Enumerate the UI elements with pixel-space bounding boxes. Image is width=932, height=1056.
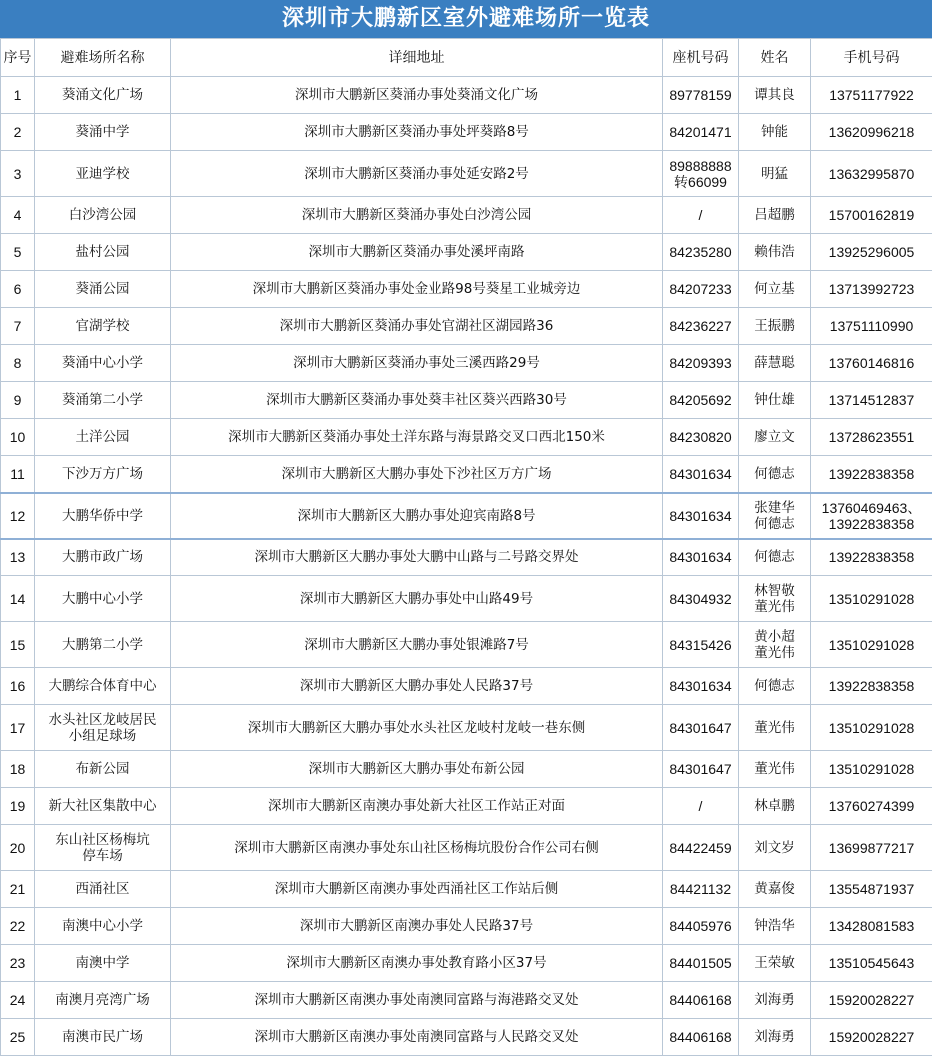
cell-tel: 84405976 (663, 908, 739, 945)
cell-person: 黄小超 董光伟 (739, 622, 811, 668)
cell-person: 钟能 (739, 114, 811, 151)
cell-address: 深圳市大鹏新区南澳办事处人民路37号 (171, 908, 663, 945)
table-row (1, 751, 932, 788)
header-address: 详细地址 (171, 39, 663, 77)
table-body (1, 77, 932, 1056)
cell-tel: 84301647 (663, 705, 739, 751)
cell-mobile: 13922838358 (811, 668, 932, 705)
cell-tel: 84401505 (663, 945, 739, 982)
cell-no: 10 (1, 419, 35, 456)
cell-mobile: 13510291028 (811, 751, 932, 788)
cell-tel: 84209393 (663, 345, 739, 382)
cell-person: 廖立文 (739, 419, 811, 456)
cell-name: 东山社区杨梅坑 停车场 (35, 825, 171, 871)
table-row (1, 825, 932, 871)
page-title: 深圳市大鹏新区室外避难场所一览表 (0, 0, 932, 38)
table-row (1, 77, 932, 114)
cell-person: 赖伟浩 (739, 234, 811, 271)
cell-no: 20 (1, 825, 35, 871)
cell-name: 下沙万方广场 (35, 456, 171, 493)
cell-no: 8 (1, 345, 35, 382)
cell-name: 大鹏综合体育中心 (35, 668, 171, 705)
cell-mobile: 13925296005 (811, 234, 932, 271)
header-no: 序号 (1, 39, 35, 77)
cell-name: 水头社区龙岐居民 小组足球场 (35, 705, 171, 751)
cell-tel: 84205692 (663, 382, 739, 419)
cell-name: 葵涌中学 (35, 114, 171, 151)
cell-no: 13 (1, 539, 35, 576)
cell-no: 11 (1, 456, 35, 493)
cell-tel: / (663, 788, 739, 825)
cell-no: 2 (1, 114, 35, 151)
cell-no: 18 (1, 751, 35, 788)
cell-address: 深圳市大鹏新区葵涌办事处葵涌文化广场 (171, 77, 663, 114)
cell-person: 薛慧聪 (739, 345, 811, 382)
cell-name: 白沙湾公园 (35, 197, 171, 234)
cell-no: 6 (1, 271, 35, 308)
table-row (1, 576, 932, 622)
cell-person: 林卓鹏 (739, 788, 811, 825)
table-row (1, 622, 932, 668)
cell-tel: 84406168 (663, 1019, 739, 1056)
cell-name: 盐村公园 (35, 234, 171, 271)
table-row (1, 197, 932, 234)
cell-address: 深圳市大鹏新区大鹏办事处迎宾南路8号 (171, 493, 663, 539)
cell-address: 深圳市大鹏新区大鹏办事处下沙社区万方广场 (171, 456, 663, 493)
cell-name: 葵涌第二小学 (35, 382, 171, 419)
cell-no: 17 (1, 705, 35, 751)
table-row (1, 234, 932, 271)
cell-address: 深圳市大鹏新区南澳办事处南澳同富路与海港路交叉处 (171, 982, 663, 1019)
cell-mobile: 13760274399 (811, 788, 932, 825)
cell-person: 吕超鹏 (739, 197, 811, 234)
cell-tel: 84422459 (663, 825, 739, 871)
table-row (1, 456, 932, 493)
cell-address: 深圳市大鹏新区葵涌办事处官湖社区湖园路36 (171, 308, 663, 345)
cell-no: 25 (1, 1019, 35, 1056)
cell-tel: 84236227 (663, 308, 739, 345)
cell-mobile: 13510291028 (811, 576, 932, 622)
shelter-table (0, 38, 932, 1056)
cell-mobile: 13751177922 (811, 77, 932, 114)
cell-no: 9 (1, 382, 35, 419)
cell-mobile: 13428081583 (811, 908, 932, 945)
cell-name: 新大社区集散中心 (35, 788, 171, 825)
cell-address: 深圳市大鹏新区葵涌办事处延安路2号 (171, 151, 663, 197)
cell-person: 刘文岁 (739, 825, 811, 871)
table-row (1, 114, 932, 151)
cell-no: 19 (1, 788, 35, 825)
cell-address: 深圳市大鹏新区大鹏办事处中山路49号 (171, 576, 663, 622)
cell-name: 大鹏市政广场 (35, 539, 171, 576)
cell-person: 何立基 (739, 271, 811, 308)
cell-person: 王荣敏 (739, 945, 811, 982)
cell-no: 24 (1, 982, 35, 1019)
cell-mobile: 13510545643 (811, 945, 932, 982)
cell-name: 南澳市民广场 (35, 1019, 171, 1056)
cell-person: 谭其良 (739, 77, 811, 114)
cell-address: 深圳市大鹏新区葵涌办事处土洋东路与海景路交叉口西北150米 (171, 419, 663, 456)
cell-mobile: 13510291028 (811, 622, 932, 668)
table-row (1, 982, 932, 1019)
cell-person: 林智敬 董光伟 (739, 576, 811, 622)
cell-address: 深圳市大鹏新区南澳办事处东山社区杨梅坑股份合作公司右侧 (171, 825, 663, 871)
cell-no: 21 (1, 871, 35, 908)
cell-no: 22 (1, 908, 35, 945)
table-row (1, 493, 932, 539)
table-row (1, 908, 932, 945)
cell-tel: 89888888 转66099 (663, 151, 739, 197)
cell-address: 深圳市大鹏新区大鹏办事处银滩路7号 (171, 622, 663, 668)
cell-tel: 84207233 (663, 271, 739, 308)
table-row (1, 945, 932, 982)
cell-person: 董光伟 (739, 705, 811, 751)
cell-person: 何德志 (739, 539, 811, 576)
cell-name: 葵涌中心小学 (35, 345, 171, 382)
cell-address: 深圳市大鹏新区南澳办事处新大社区工作站正对面 (171, 788, 663, 825)
table-row (1, 668, 932, 705)
cell-mobile: 13714512837 (811, 382, 932, 419)
cell-address: 深圳市大鹏新区南澳办事处南澳同富路与人民路交叉处 (171, 1019, 663, 1056)
cell-name: 西涌社区 (35, 871, 171, 908)
cell-name: 亚迪学校 (35, 151, 171, 197)
header-person: 姓名 (739, 39, 811, 77)
cell-mobile: 13699877217 (811, 825, 932, 871)
cell-name: 葵涌公园 (35, 271, 171, 308)
cell-tel: 84406168 (663, 982, 739, 1019)
cell-person: 刘海勇 (739, 982, 811, 1019)
header-name: 避难场所名称 (35, 39, 171, 77)
cell-address: 深圳市大鹏新区南澳办事处教育路小区37号 (171, 945, 663, 982)
cell-name: 南澳中学 (35, 945, 171, 982)
cell-mobile: 15920028227 (811, 982, 932, 1019)
cell-address: 深圳市大鹏新区葵涌办事处金业路98号葵星工业城旁边 (171, 271, 663, 308)
cell-address: 深圳市大鹏新区南澳办事处西涌社区工作站后侧 (171, 871, 663, 908)
cell-name: 大鹏第二小学 (35, 622, 171, 668)
cell-name: 布新公园 (35, 751, 171, 788)
table-row (1, 539, 932, 576)
cell-tel: 84301634 (663, 493, 739, 539)
cell-person: 张建华 何德志 (739, 493, 811, 539)
cell-address: 深圳市大鹏新区大鹏办事处布新公园 (171, 751, 663, 788)
cell-no: 12 (1, 493, 35, 539)
cell-mobile: 13713992723 (811, 271, 932, 308)
table-header-row (1, 39, 932, 77)
cell-tel: 84235280 (663, 234, 739, 271)
cell-address: 深圳市大鹏新区葵涌办事处溪坪南路 (171, 234, 663, 271)
cell-name: 大鹏华侨中学 (35, 493, 171, 539)
cell-mobile: 13728623551 (811, 419, 932, 456)
cell-name: 南澳中心小学 (35, 908, 171, 945)
cell-tel: 84301634 (663, 456, 739, 493)
table-row (1, 788, 932, 825)
cell-mobile: 13620996218 (811, 114, 932, 151)
header-tel: 座机号码 (663, 39, 739, 77)
cell-no: 1 (1, 77, 35, 114)
cell-address: 深圳市大鹏新区大鹏办事处人民路37号 (171, 668, 663, 705)
cell-name: 官湖学校 (35, 308, 171, 345)
cell-mobile: 13751110990 (811, 308, 932, 345)
table-row (1, 419, 932, 456)
cell-tel: 84230820 (663, 419, 739, 456)
cell-person: 王振鹏 (739, 308, 811, 345)
cell-mobile: 13510291028 (811, 705, 932, 751)
cell-no: 3 (1, 151, 35, 197)
cell-tel: 84301647 (663, 751, 739, 788)
cell-name: 南澳月亮湾广场 (35, 982, 171, 1019)
cell-address: 深圳市大鹏新区葵涌办事处白沙湾公园 (171, 197, 663, 234)
table-row (1, 871, 932, 908)
cell-tel: 89778159 (663, 77, 739, 114)
cell-person: 董光伟 (739, 751, 811, 788)
cell-mobile: 13922838358 (811, 456, 932, 493)
cell-person: 何德志 (739, 668, 811, 705)
cell-no: 23 (1, 945, 35, 982)
cell-person: 黄嘉俊 (739, 871, 811, 908)
cell-name: 葵涌文化广场 (35, 77, 171, 114)
table-row (1, 271, 932, 308)
cell-no: 7 (1, 308, 35, 345)
table-row (1, 151, 932, 197)
cell-address: 深圳市大鹏新区葵涌办事处三溪西路29号 (171, 345, 663, 382)
cell-person: 何德志 (739, 456, 811, 493)
cell-person: 明猛 (739, 151, 811, 197)
table-row (1, 308, 932, 345)
cell-person: 刘海勇 (739, 1019, 811, 1056)
cell-tel: 84304932 (663, 576, 739, 622)
table-row (1, 345, 932, 382)
table-row (1, 382, 932, 419)
cell-name: 土洋公园 (35, 419, 171, 456)
cell-mobile: 13632995870 (811, 151, 932, 197)
table-row (1, 1019, 932, 1056)
cell-mobile: 15920028227 (811, 1019, 932, 1056)
cell-tel: 84301634 (663, 668, 739, 705)
cell-mobile: 13554871937 (811, 871, 932, 908)
cell-address: 深圳市大鹏新区葵涌办事处坪葵路8号 (171, 114, 663, 151)
cell-mobile: 13760146816 (811, 345, 932, 382)
cell-mobile: 13760469463、 13922838358 (811, 493, 932, 539)
cell-name: 大鹏中心小学 (35, 576, 171, 622)
cell-address: 深圳市大鹏新区大鹏办事处水头社区龙岐村龙岐一巷东侧 (171, 705, 663, 751)
header-mobile: 手机号码 (811, 39, 932, 77)
cell-no: 4 (1, 197, 35, 234)
cell-address: 深圳市大鹏新区大鹏办事处大鹏中山路与二号路交界处 (171, 539, 663, 576)
cell-tel: 84301634 (663, 539, 739, 576)
cell-address: 深圳市大鹏新区葵涌办事处葵丰社区葵兴西路30号 (171, 382, 663, 419)
cell-no: 14 (1, 576, 35, 622)
cell-no: 15 (1, 622, 35, 668)
table-row (1, 705, 932, 751)
cell-mobile: 13922838358 (811, 539, 932, 576)
cell-tel: 84315426 (663, 622, 739, 668)
cell-person: 钟浩华 (739, 908, 811, 945)
cell-no: 16 (1, 668, 35, 705)
cell-tel: 84201471 (663, 114, 739, 151)
cell-no: 5 (1, 234, 35, 271)
cell-tel: / (663, 197, 739, 234)
cell-mobile: 15700162819 (811, 197, 932, 234)
cell-person: 钟仕雄 (739, 382, 811, 419)
cell-tel: 84421132 (663, 871, 739, 908)
